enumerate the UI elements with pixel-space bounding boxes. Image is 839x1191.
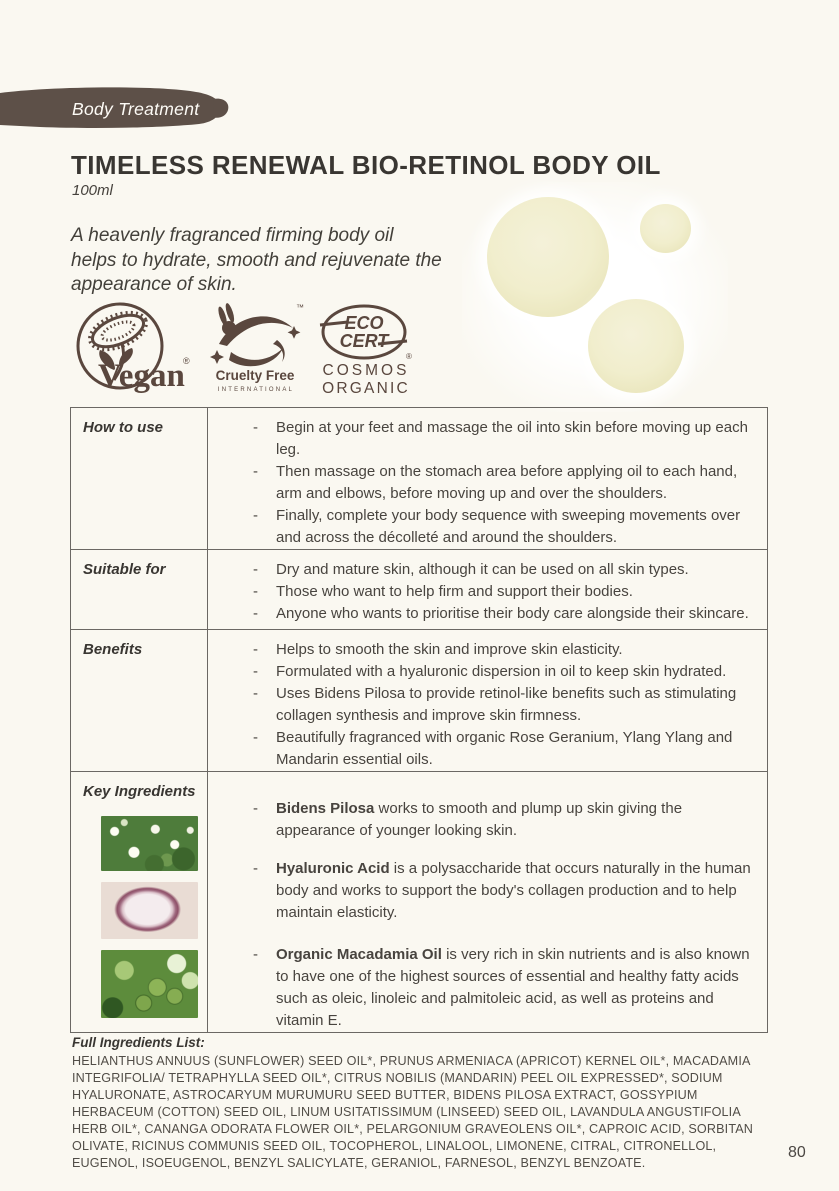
table-row-key-ingredients bbox=[71, 771, 767, 1032]
ingredient-description: is very rich in skin nutrients and is also known to have one of the highest sources of essential and healthy fatty acids such as oleic, linoleic and palmitoleic acid, as well as proteins and vitamin E. bbox=[276, 946, 750, 1029]
macadamia-photo bbox=[101, 950, 198, 1018]
bullet-text: Beautifully fragranced with organic Rose Geranium, Ylang Ylang and Mandarin essential oils. bbox=[276, 729, 733, 768]
ecocert-cosmos-organic-logo bbox=[318, 303, 414, 396]
bullet-dash: - bbox=[253, 605, 258, 622]
bullet-text: Finally, complete your body sequence with sweeping movements over and across the décolleté and around the shoulders. bbox=[276, 507, 741, 546]
bullet-item bbox=[253, 581, 753, 603]
full-ingredients-text: HELIANTHUS ANNUUS (SUNFLOWER) SEED OIL*, PRUNUS ARMENIACA (APRICOT) KERNEL OIL*, MACADAMIA INTEGRIFOLIA/ TETRAPHYLLA SEED OIL*, CITRUS NOBILIS (MANDARIN) PEEL OIL EXPRESSED*, SODIUM HYALURONATE, ASTROCARYUM MURUMURU SEED BUTTER, BIDENS PILOSA EXTRACT, GOSSYPIUM HERBACEUM (COTTON) SEED OIL, LINUM USITATISSIMUM (LINSEED) SEED OIL, LAVANDULA ANGUSTIFOLIA HERB OIL*, CANANGA ODORATA FLOWER OIL*, PELARGONIUM GRAVEOLENS OIL*, CAPROIC ACID, SORBITAN OLIVATE, RICINUS COMMUNIS SEED OIL, TOCOPHEROL, LINALOOL, LIMONENE, CITRAL, CITRONELLOL, EUGENOL, ISOEUGENOL, BENZYL SALICYLATE, GERANIOL, FARNESOL, BENZYL BENZOATE. bbox=[72, 1054, 754, 1170]
bullet-dash: - bbox=[253, 685, 258, 702]
product-info-table bbox=[70, 407, 768, 1033]
bidens-pilosa-photo bbox=[101, 816, 198, 871]
bullet-item bbox=[253, 559, 753, 581]
bullet-text bbox=[276, 944, 753, 1032]
page-number: 80 bbox=[788, 1144, 806, 1161]
row-content bbox=[208, 550, 767, 629]
bullet-dash: - bbox=[253, 663, 258, 680]
bullet-text: Begin at your feet and massage the oil into skin before moving up each leg. bbox=[276, 419, 748, 458]
cruelty-free-tm-mark: ™ bbox=[296, 303, 304, 312]
bullet-text: Anyone who wants to prioritise their body care alongside their skincare. bbox=[276, 605, 749, 622]
cruelty-free-label: Cruelty Free bbox=[215, 368, 295, 383]
cruelty-free-leaping-bunny-logo bbox=[205, 300, 305, 397]
bullet-text: Those who want to help firm and support their bodies. bbox=[276, 583, 633, 600]
vegan-wordmark: Vegan bbox=[98, 358, 185, 394]
table-row-suitable-for bbox=[71, 549, 767, 629]
bullet-item bbox=[253, 505, 753, 549]
bullet-item bbox=[253, 417, 753, 461]
description-line: A heavenly fragranced firming body oil bbox=[71, 225, 394, 246]
ecocert-registered-mark: ® bbox=[406, 352, 412, 361]
bullet-dash: - bbox=[253, 946, 258, 963]
ecocert-organic-text: ORGANIC bbox=[322, 380, 410, 396]
bullet-item bbox=[253, 727, 753, 771]
vegan-logo bbox=[70, 300, 195, 397]
ecocert-cosmos-text: COSMOS bbox=[322, 362, 410, 379]
row-label: Suitable for bbox=[71, 550, 208, 629]
row-label: Benefits bbox=[71, 630, 208, 771]
row-label: Key Ingredients bbox=[83, 783, 196, 800]
bullet-dash: - bbox=[253, 507, 258, 524]
bullet-item bbox=[253, 639, 753, 661]
oil-droplet-large bbox=[487, 197, 609, 317]
bullet-item bbox=[253, 944, 753, 1032]
oil-droplet-medium bbox=[588, 299, 684, 393]
bullet-text bbox=[276, 858, 753, 924]
row-content bbox=[208, 408, 767, 549]
bullet-text: Dry and mature skin, although it can be used on all skin types. bbox=[276, 561, 689, 578]
ingredient-description: is a polysaccharide that occurs naturally in the human body and works to support the body's collagen production and to help maintain elasticity. bbox=[276, 860, 751, 921]
product-title: TIMELESS RENEWAL BIO-RETINOL BODY OIL bbox=[71, 150, 661, 180]
bullet-item bbox=[253, 798, 753, 842]
bullet-text: Then massage on the stomach area before applying oil to each hand, arm and elbows, before moving up and over the shoulders. bbox=[276, 463, 738, 502]
bullet-text bbox=[276, 798, 753, 842]
bullet-item bbox=[253, 603, 753, 625]
bullet-text: Formulated with a hyaluronic dispersion in oil to keep skin hydrated. bbox=[276, 663, 727, 680]
ecocert-cert-text: CERT bbox=[339, 331, 389, 351]
bullet-dash: - bbox=[253, 583, 258, 600]
bullet-text: Uses Bidens Pilosa to provide retinol-like benefits such as stimulating collagen synthesis and improve skin firmness. bbox=[276, 685, 737, 724]
description-line: appearance of skin. bbox=[71, 274, 237, 295]
description-line: helps to hydrate, smooth and rejuvenate the bbox=[71, 249, 442, 271]
bullet-dash: - bbox=[253, 463, 258, 480]
bullet-item bbox=[253, 661, 753, 683]
hyaluronic-acid-photo bbox=[101, 882, 198, 939]
product-description bbox=[71, 224, 442, 298]
ingredient-name: Hyaluronic Acid bbox=[276, 860, 390, 877]
cruelty-free-sublabel: INTERNATIONAL bbox=[217, 387, 295, 393]
bullet-dash: - bbox=[253, 729, 258, 746]
bullet-item bbox=[253, 683, 753, 727]
row-content bbox=[208, 772, 767, 1032]
bullet-text: Helps to smooth the skin and improve skin elasticity. bbox=[276, 641, 623, 658]
vegan-registered-mark: ® bbox=[183, 356, 190, 366]
ingredient-name: Bidens Pilosa bbox=[276, 800, 375, 817]
full-ingredients-label: Full Ingredients List: bbox=[72, 1035, 205, 1050]
bullet-dash: - bbox=[253, 561, 258, 578]
bullet-dash: - bbox=[253, 860, 258, 877]
table-row-how-to-use bbox=[71, 408, 767, 549]
ecocert-eco-text: ECO bbox=[344, 313, 384, 333]
ingredient-description: works to smooth and plump up skin giving the appearance of younger looking skin. bbox=[276, 800, 683, 839]
table-row-benefits bbox=[71, 629, 767, 771]
product-volume: 100ml bbox=[72, 182, 113, 199]
bullet-item bbox=[253, 858, 753, 924]
row-label: How to use bbox=[71, 408, 208, 549]
bullet-dash: - bbox=[253, 641, 258, 658]
oil-droplet-small bbox=[640, 204, 691, 253]
bullet-dash: - bbox=[253, 800, 258, 817]
row-label-cell bbox=[71, 772, 208, 1032]
bullet-dash: - bbox=[253, 419, 258, 436]
ingredient-name: Organic Macadamia Oil bbox=[276, 946, 442, 963]
bullet-item bbox=[253, 461, 753, 505]
row-content bbox=[208, 630, 767, 771]
category-badge-label: Body Treatment bbox=[72, 99, 200, 119]
